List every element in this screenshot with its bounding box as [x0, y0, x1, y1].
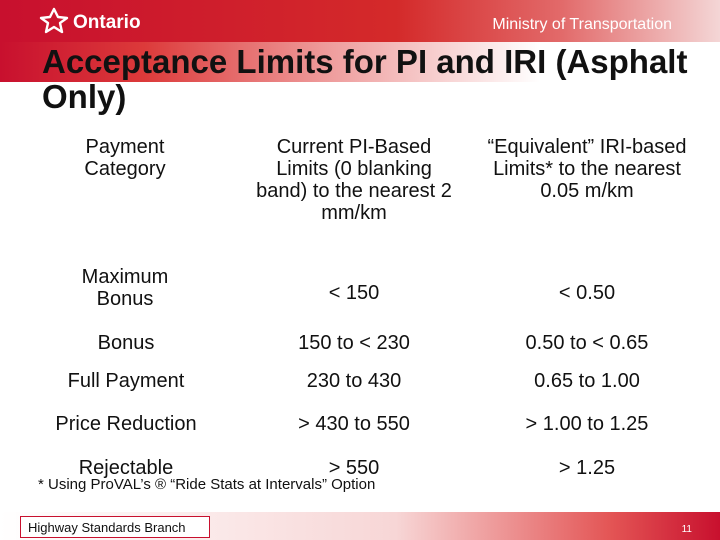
ontario-logo [38, 6, 141, 34]
table-cell-iri: > 1.25 [558, 457, 616, 479]
table-cell-pi: > 550 [328, 457, 380, 479]
table-header-iri-limits: “Equivalent” IRI-based Limits* to the nearest 0.05 m/km [487, 136, 687, 202]
table-header-pi-limits: Current PI-Based Limits (0 blanking band) to the nearest 2 mm/km [256, 136, 452, 224]
logo-text: Ontario [73, 12, 141, 33]
table-cell-pi: > 430 to 550 [298, 413, 410, 435]
table-cell-category: Bonus [97, 332, 155, 354]
page-number: 11 [681, 524, 692, 535]
trillium-icon [38, 6, 70, 34]
footnote: * Using ProVAL’s ® “Ride Stats at Intervals” Option [38, 476, 376, 493]
table-cell-category: Maximum Bonus [81, 266, 169, 310]
table-cell-category: Rejectable [78, 457, 174, 479]
table-cell-iri: > 1.00 to 1.25 [525, 413, 649, 435]
footer-label: Highway Standards Branch [28, 520, 186, 535]
table-header-payment-category: Payment Category [84, 136, 166, 180]
table-cell-pi: 230 to 430 [306, 370, 402, 392]
table-cell-iri: < 0.50 [558, 282, 616, 304]
table-cell-iri: 0.50 to < 0.65 [525, 332, 649, 354]
table-cell-pi: < 150 [328, 282, 380, 304]
ministry-name: Ministry of Transportation [492, 16, 672, 33]
table-cell-category: Price Reduction [55, 413, 197, 435]
table-cell-iri: 0.65 to 1.00 [534, 370, 640, 392]
table-cell-category: Full Payment [67, 370, 185, 392]
page-title: Acceptance Limits for PI and IRI (Asphalt Only) [42, 43, 688, 115]
table-cell-pi: 150 to < 230 [298, 332, 410, 354]
